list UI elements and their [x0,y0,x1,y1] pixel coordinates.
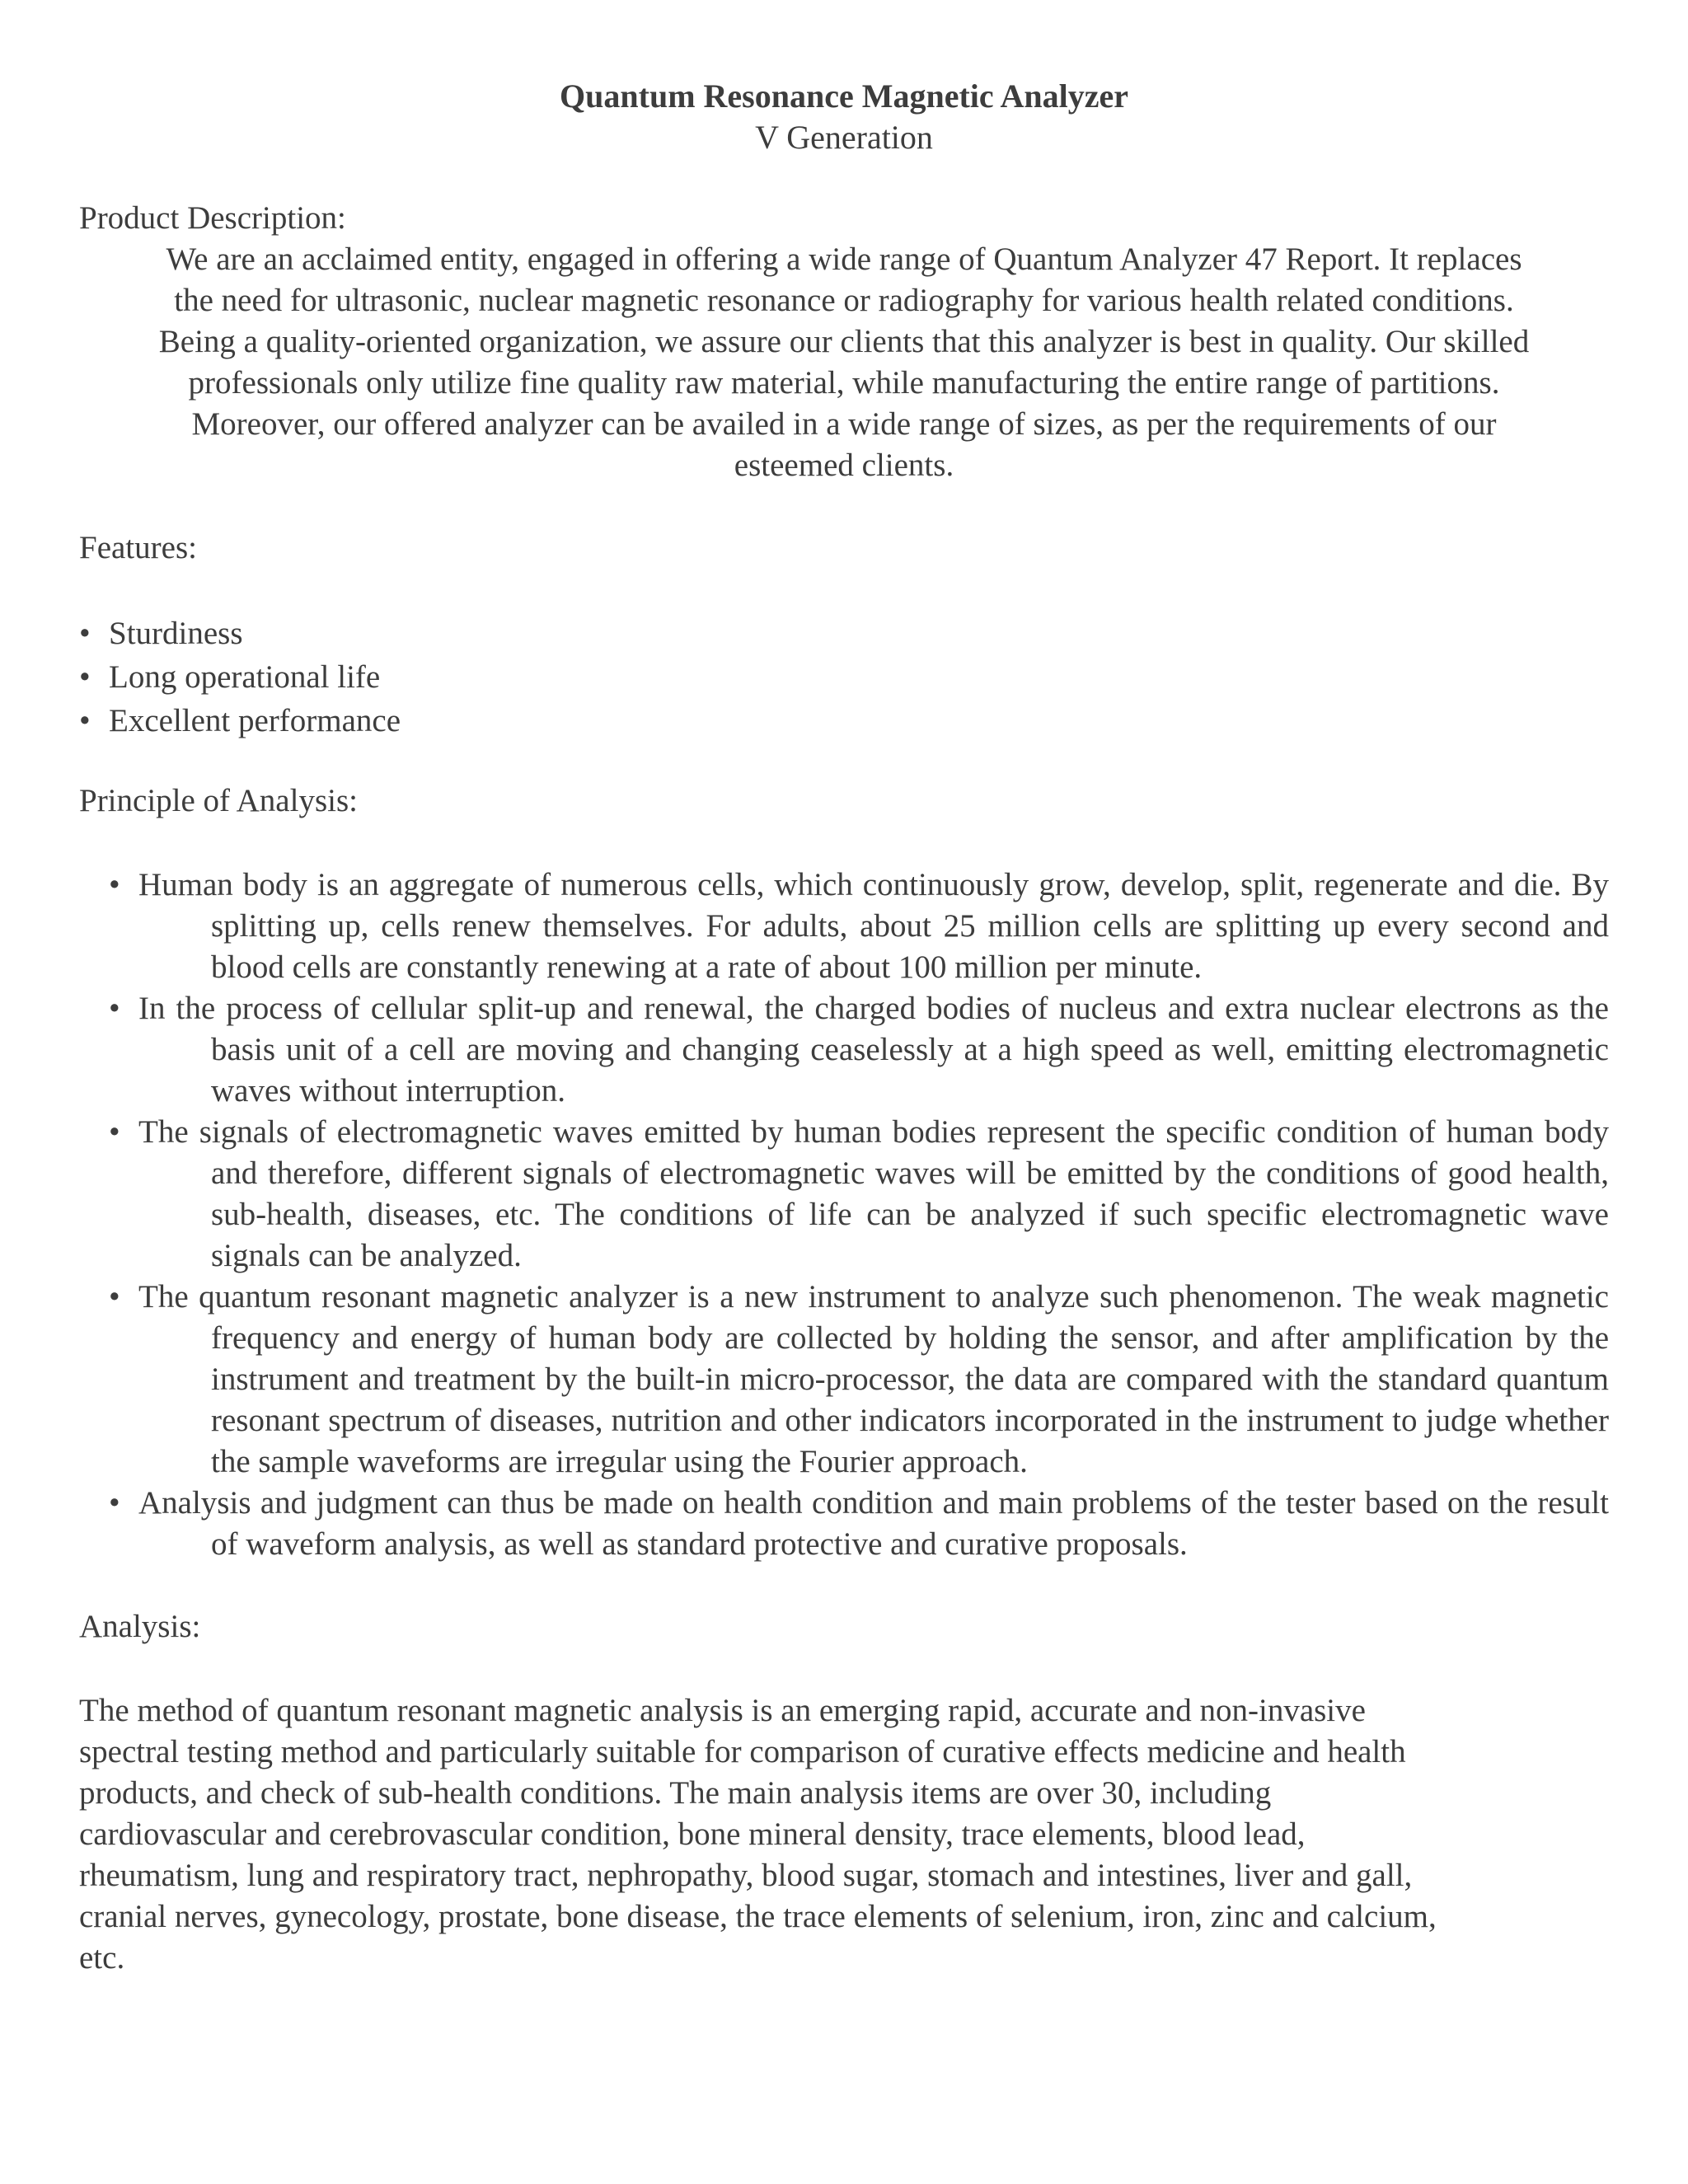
feature-text: Excellent performance [109,703,401,738]
bullet-icon: • [109,867,120,902]
analysis-line: etc. [79,1940,125,1975]
product-description-body [79,239,1609,486]
features-section [79,527,1609,743]
bullet-icon: • [109,991,120,1026]
principle-text: The quantum resonant magnetic analyzer is a new instrument to analyze such phenomenon. The weak magnetic frequency and energy of human body are collected by holding the sensor, and after amplification by the instrument and treatment by the built-in micro-processor, the data are compared with the standard quantum resonant spectrum of diseases, nutrition and other indicators incorporated in the instrument to judge whether the sample waveforms are irregular using the Fourier approach. [138,1279,1609,1479]
bullet-icon: • [109,1485,120,1521]
product-description-line: professionals only utilize fine quality raw material, while manufacturing the entire range of partitions. [188,365,1500,401]
principle-text: In the process of cellular split-up and renewal, the charged bodies of nucleus and extra nuclear electrons as the basis unit of a cell are moving and changing ceaselessly at a high speed as well, emitting electromagnetic waves without interruption. [138,991,1609,1108]
list-item [79,1112,1609,1277]
bullet-icon: • [79,616,91,651]
analysis-section [79,1606,1609,1979]
bullet-icon: • [109,1279,120,1315]
product-description-line: We are an acclaimed entity, engaged in offering a wide range of Quantum Analyzer 47 Report. It replaces [166,241,1522,277]
feature-text: Long operational life [109,659,381,695]
list-item [79,988,1609,1112]
product-description-line: esteemed clients. [734,448,954,483]
feature-text: Sturdiness [109,616,243,651]
analysis-line: rheumatism, lung and respiratory tract, nephropathy, blood sugar, stomach and intestines, liver and gall, [79,1858,1413,1893]
list-item [79,865,1609,988]
product-description-label: Product Description: [79,200,346,236]
principle-text: Analysis and judgment can thus be made on health condition and main problems of the tester based on the result of waveform analysis, as well as standard protective and curative proposals. [138,1485,1609,1562]
bullet-icon: • [109,1114,120,1150]
product-description-section [79,198,1609,486]
principle-list [79,865,1609,1565]
list-item [79,699,1609,743]
product-description-line: Being a quality-oriented organization, we assure our clients that this analyzer is best in quality. Our skilled [158,324,1530,359]
document-subtitle: V Generation [755,119,933,156]
list-item [79,612,1609,655]
document-title: Quantum Resonance Magnetic Analyzer [560,77,1128,115]
analysis-line: spectral testing method and particularly suitable for comparison of curative effects medicine and health [79,1734,1406,1769]
principle-section [79,780,1609,1565]
analysis-label: Analysis: [79,1609,201,1644]
product-description-line: the need for ultrasonic, nuclear magnetic resonance or radiography for various health related conditions. [174,283,1514,318]
analysis-body [79,1690,1609,1979]
bullet-icon: • [79,703,91,738]
analysis-line: The method of quantum resonant magnetic analysis is an emerging rapid, accurate and non-invasive [79,1693,1366,1728]
features-label: Features: [79,530,197,565]
analysis-line: cardiovascular and cerebrovascular condition, bone mineral density, trace elements, blood lead, [79,1816,1306,1852]
principle-label: Principle of Analysis: [79,783,358,818]
product-description-line: Moreover, our offered analyzer can be availed in a wide range of sizes, as per the requirements of our [191,406,1497,442]
list-item [79,655,1609,699]
list-item [79,1483,1609,1565]
list-item [79,1277,1609,1483]
principle-text: Human body is an aggregate of numerous cells, which continuously grow, develop, split, regenerate and die. By splitting up, cells renew themselves. For adults, about 25 million cells are splitting up every second and blood cells are constantly renewing at a rate of about 100 million per minute. [138,867,1609,985]
analysis-line: products, and check of sub-health conditions. The main analysis items are over 30, including [79,1775,1272,1811]
bullet-icon: • [79,659,91,695]
analysis-line: cranial nerves, gynecology, prostate, bone disease, the trace elements of selenium, iron, zinc and calcium, [79,1899,1437,1934]
principle-text: The signals of electromagnetic waves emitted by human bodies represent the specific condition of human body and therefore, different signals of electromagnetic waves will be emitted by the conditions of good health, sub-health, diseases, etc. The conditions of life can be analyzed if such specific electromagnetic wave signals can be analyzed. [138,1114,1609,1273]
features-list [79,612,1609,743]
